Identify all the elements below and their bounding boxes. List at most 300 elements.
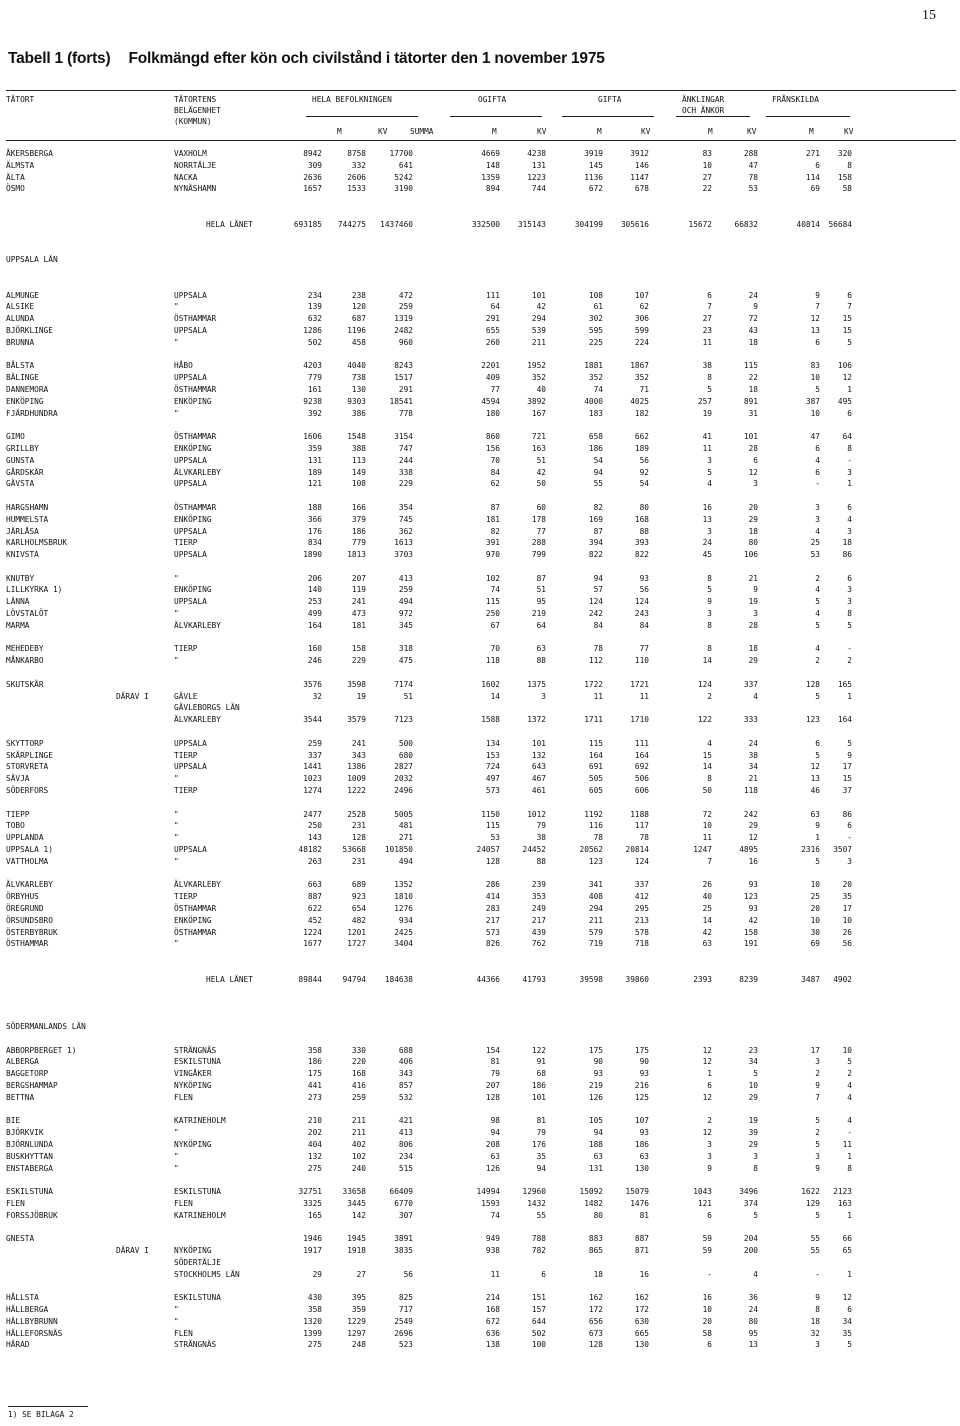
cell-value: 122	[697, 715, 712, 725]
cell-value: 29	[748, 1139, 758, 1149]
cell-value: 82	[490, 526, 500, 536]
cell-value: 28	[748, 443, 758, 453]
cell-value: 29	[312, 1269, 322, 1279]
cell-value: 656	[588, 1316, 603, 1326]
table-row	[6, 938, 956, 950]
cell-value: 172	[634, 1305, 649, 1315]
header-rule-ogifta	[450, 116, 542, 117]
cell-value: 9	[815, 821, 820, 831]
cell-value: 1721	[630, 679, 649, 689]
kommun-name: SÖDERTÄLJE	[174, 1257, 221, 1267]
cell-value: 186	[531, 1080, 546, 1090]
table-row	[6, 856, 956, 868]
cell-value: 1602	[481, 679, 500, 689]
cell-value: 9303	[347, 396, 366, 406]
table-row	[6, 313, 956, 325]
cell-value: 3	[707, 526, 712, 536]
cell-value: 6	[847, 573, 852, 583]
cell-value: 393	[634, 538, 649, 548]
tatort-name: KNUTBY	[6, 573, 35, 583]
header-kv-3: KV	[641, 127, 651, 136]
kommun-name: NYKÖPING	[174, 1246, 212, 1256]
kommun-name: ENKÖPING	[174, 514, 212, 524]
kommun-name: "	[174, 1151, 179, 1161]
cell-value: 606	[634, 786, 649, 796]
cell-value: 107	[634, 290, 649, 300]
cell-value: 63	[702, 939, 712, 949]
header-m-2: M	[492, 127, 497, 136]
cell-value: 8	[707, 620, 712, 630]
cell-value: 110	[634, 656, 649, 666]
cell-value: 3912	[630, 149, 649, 158]
spacer-row	[6, 1174, 956, 1186]
cell-value: 167	[531, 408, 546, 418]
cell-value: 345	[398, 620, 413, 630]
header-rule-fran	[766, 116, 850, 117]
kommun-name: "	[174, 856, 179, 866]
cell-value: 181	[485, 514, 500, 524]
cell-value: 86	[842, 550, 852, 560]
cell-value: 3	[815, 1340, 820, 1350]
cell-value: 234	[307, 290, 322, 300]
cell-value: 53	[810, 550, 820, 560]
cell-value: 242	[743, 809, 758, 819]
cell-value: 42	[748, 915, 758, 925]
cell-value: 404	[307, 1139, 322, 1149]
cell-value: 24452	[522, 845, 546, 855]
table-row	[6, 290, 956, 302]
table-row	[6, 702, 956, 714]
cell-value: 719	[588, 939, 603, 949]
cell-value: 163	[837, 1198, 852, 1208]
cell-value: 379	[351, 514, 366, 524]
cell-value: 579	[588, 927, 603, 937]
tatort-name: LÖVSTALÖT	[6, 609, 49, 619]
cell-value: 90	[593, 1057, 603, 1067]
kommun-name: "	[174, 656, 179, 666]
cell-value: 92	[639, 467, 649, 477]
cell-value: 14	[490, 691, 500, 701]
cell-value: 1727	[347, 939, 366, 949]
cell-value: 115	[485, 597, 500, 607]
cell-value: 29	[748, 821, 758, 831]
tatort-name: KARLHOLMSBRUK	[6, 538, 68, 548]
cell-value: 9	[815, 290, 820, 300]
cell-value: 3	[815, 514, 820, 524]
cell-value: 23	[702, 325, 712, 335]
cell-value: 81	[490, 1057, 500, 1067]
cell-value: 12960	[522, 1187, 546, 1197]
cell-value: 18541	[389, 396, 413, 406]
table-row	[6, 360, 956, 372]
cell-value: 131	[307, 455, 322, 465]
cell-value: 5	[847, 738, 852, 748]
cell-value: 66409	[389, 1187, 413, 1197]
cell-value: 9	[847, 750, 852, 760]
cell-value: 515	[398, 1163, 413, 1173]
table-row	[6, 1115, 956, 1127]
cell-value: 286	[485, 880, 500, 890]
cell-value: 8758	[347, 149, 366, 158]
cell-value: 12	[702, 1128, 712, 1138]
tatort-name: BUSKHYTTAN	[6, 1151, 53, 1161]
spacer-row	[6, 1222, 956, 1234]
kommun-name: VINGÅKER	[174, 1069, 212, 1079]
cell-value: 74	[490, 585, 500, 595]
kommun-name: "	[174, 939, 179, 949]
header-tatort: TÄTORT	[6, 95, 35, 104]
table-row	[6, 372, 956, 384]
cell-value: 1009	[347, 774, 366, 784]
cell-value: 74	[593, 384, 603, 394]
cell-value: 7	[707, 856, 712, 866]
cell-value: 352	[588, 373, 603, 383]
cell-value: 15092	[579, 1187, 603, 1197]
cell-value: 246	[307, 656, 322, 666]
tatort-name: BETTNA	[6, 1092, 35, 1102]
cell-value: 632	[307, 314, 322, 324]
cell-value: 1286	[303, 325, 322, 335]
cell-value: 1482	[584, 1198, 603, 1208]
tatort-name: ENSTABERGA	[6, 1163, 53, 1173]
cell-value: 163	[531, 443, 546, 453]
cell-value: 622	[307, 904, 322, 913]
cell-value: 45	[702, 550, 712, 560]
cell-value: 5	[707, 384, 712, 394]
cell-value: 131	[588, 1163, 603, 1173]
cell-value: 806	[398, 1139, 413, 1149]
cell-value: 636	[485, 1328, 500, 1338]
tatort-name: GUNSTA	[6, 455, 35, 465]
total-value: 8239	[739, 974, 758, 984]
cell-value: 50	[536, 479, 546, 489]
cell-value: 220	[351, 1057, 366, 1067]
cell-value: 17	[810, 1045, 820, 1055]
cell-value: 461	[531, 786, 546, 796]
cell-value: 9	[815, 1080, 820, 1090]
cell-value: 359	[351, 1305, 366, 1315]
cell-value: 333	[743, 715, 758, 725]
tatort-name: HÅLLSTA	[6, 1293, 39, 1303]
spacer-row	[6, 490, 956, 502]
table-row	[6, 148, 956, 160]
cell-value: 80	[748, 1316, 758, 1326]
cell-value: 64	[842, 432, 852, 442]
cell-value: 164	[588, 750, 603, 760]
cell-value: 94	[593, 467, 603, 477]
cell-value: 115	[743, 361, 758, 371]
tatort-name: ÅKERSBERGA	[6, 149, 53, 158]
cell-value: 1	[815, 833, 820, 843]
cell-value: 2827	[394, 762, 413, 772]
header-bottom-rule	[6, 140, 956, 141]
cell-value: 94	[490, 1128, 500, 1138]
cell-value: 225	[588, 337, 603, 347]
cell-value: 186	[588, 443, 603, 453]
cell-value: 59	[702, 1246, 712, 1256]
table-title	[8, 50, 605, 68]
kommun-name: UPPSALA	[174, 325, 207, 335]
cell-value: 430	[307, 1293, 322, 1303]
cell-value: 35	[536, 1151, 546, 1161]
cell-value: 98	[490, 1116, 500, 1126]
cell-value: 5	[815, 691, 820, 701]
kommun-name: ENKÖPING	[174, 396, 212, 406]
cell-value: 81	[639, 1210, 649, 1220]
cell-value: 4	[847, 1080, 852, 1090]
cell-value: 80	[748, 538, 758, 548]
cell-value: 692	[634, 762, 649, 772]
cell-value: 19	[748, 1116, 758, 1126]
cell-value: 11	[639, 691, 649, 701]
table-row	[6, 1163, 956, 1175]
cell-value: 2606	[347, 172, 366, 182]
total-value: 41793	[522, 974, 546, 984]
cell-value: 395	[351, 1293, 366, 1303]
tatort-name: UPPSALA 1)	[6, 845, 53, 855]
header-hela: HELA BEFOLKNINGEN	[312, 95, 392, 104]
cell-value: 9	[707, 597, 712, 607]
cell-value: 288	[743, 149, 758, 158]
spacer-row	[6, 1009, 956, 1021]
cell-value: 1810	[394, 892, 413, 902]
cell-value: 283	[485, 904, 500, 913]
footnote-rule	[8, 1406, 88, 1407]
cell-value: 29	[748, 514, 758, 524]
cell-value: 130	[351, 384, 366, 394]
cell-value: 61	[593, 302, 603, 312]
cell-value: 69	[810, 939, 820, 949]
cell-value: 887	[634, 1234, 649, 1244]
table-row	[6, 1139, 956, 1151]
cell-value: 46	[810, 786, 820, 796]
tatort-name: ÖRBYHUS	[6, 892, 39, 902]
cell-value: 688	[398, 1045, 413, 1055]
cell-value: 17700	[389, 149, 413, 158]
cell-value: 1881	[584, 361, 603, 371]
cell-value: 224	[634, 337, 649, 347]
total-value: 15672	[688, 219, 712, 229]
cell-value: 111	[634, 738, 649, 748]
cell-value: 93	[748, 904, 758, 913]
cell-value: 128	[588, 1340, 603, 1350]
table-row	[6, 443, 956, 455]
cell-value: 6	[815, 443, 820, 453]
cell-value: 6	[815, 467, 820, 477]
cell-value: 354	[398, 502, 413, 512]
cell-value: 663	[307, 880, 322, 890]
cell-value: 1677	[303, 939, 322, 949]
cell-value: 822	[634, 550, 649, 560]
cell-value: 93	[639, 1069, 649, 1079]
cell-value: 717	[398, 1305, 413, 1315]
kommun-name: FLEN	[174, 1092, 193, 1102]
cell-value: 77	[490, 384, 500, 394]
cell-value: 7	[815, 1092, 820, 1102]
cell-value: 112	[588, 656, 603, 666]
cell-value: 164	[837, 715, 852, 725]
cell-value: 42	[702, 927, 712, 937]
cell-value: 115	[485, 821, 500, 831]
cell-value: -	[847, 644, 852, 654]
cell-value: 63	[810, 809, 820, 819]
cell-value: 307	[398, 1210, 413, 1220]
table-row	[6, 183, 956, 195]
cell-value: 5	[815, 1139, 820, 1149]
cell-value: 56	[842, 939, 852, 949]
cell-value: 10	[810, 880, 820, 890]
cell-value: 259	[398, 585, 413, 595]
cell-value: 8	[753, 1163, 758, 1173]
tatort-name: FORSSJÖBRUK	[6, 1210, 58, 1220]
cell-value: 353	[531, 892, 546, 902]
cell-value: 1247	[693, 845, 712, 855]
tatort-name: ÖREGRUND	[6, 904, 44, 913]
cell-value: 90	[639, 1057, 649, 1067]
cell-value: 359	[307, 443, 322, 453]
cell-value: 207	[485, 1080, 500, 1090]
cell-value: 5	[847, 337, 852, 347]
cell-value: 123	[588, 856, 603, 866]
cell-value: 3919	[584, 149, 603, 158]
table-row	[6, 1210, 956, 1222]
cell-value: 12	[810, 314, 820, 324]
cell-value: 630	[634, 1316, 649, 1326]
table-row	[6, 844, 956, 856]
cell-value: 168	[351, 1069, 366, 1079]
cell-value: 68	[536, 1069, 546, 1079]
cell-value: 494	[398, 597, 413, 607]
cell-value: 18	[593, 1269, 603, 1279]
table-row	[6, 773, 956, 785]
cell-value: 391	[485, 538, 500, 548]
cell-value: 121	[307, 479, 322, 489]
cell-value: 162	[634, 1293, 649, 1303]
cell-value: 3	[815, 502, 820, 512]
header-m-1: M	[337, 127, 342, 136]
cell-value: 66	[842, 1234, 852, 1244]
kommun-name: UPPSALA	[174, 373, 207, 383]
cell-value: 1657	[303, 184, 322, 194]
cell-value: 94	[593, 573, 603, 583]
table-row	[6, 832, 956, 844]
tatort-name: VATTHOLMA	[6, 856, 49, 866]
tatort-name: HÄLLEFORSNÄS	[6, 1328, 63, 1338]
total-value: 332500	[471, 219, 500, 229]
cell-value: 238	[351, 290, 366, 300]
cell-value: 3892	[527, 396, 546, 406]
tatort-name: STORVRETA	[6, 762, 49, 772]
kommun-name: UPPSALA	[174, 845, 207, 855]
cell-value: 39	[748, 1128, 758, 1138]
cell-value: 6	[847, 502, 852, 512]
cell-value: 578	[634, 927, 649, 937]
cell-value: 13	[810, 774, 820, 784]
cell-value: 822	[588, 550, 603, 560]
cell-value: 207	[351, 573, 366, 583]
cell-value: 94	[593, 1128, 603, 1138]
cell-value: 1274	[303, 786, 322, 796]
cell-value: 7	[707, 302, 712, 312]
cell-value: 7	[815, 302, 820, 312]
cell-value: 216	[634, 1080, 649, 1090]
cell-value: 337	[743, 679, 758, 689]
darav-label: DÄRAV I	[116, 691, 149, 701]
cell-value: 19	[748, 597, 758, 607]
cell-value: 27	[702, 314, 712, 324]
cell-value: 60	[536, 502, 546, 512]
table-row	[6, 584, 956, 596]
cell-value: 3	[541, 691, 546, 701]
cell-value: 970	[485, 550, 500, 560]
cell-value: 8	[847, 609, 852, 619]
kommun-name: NACKA	[174, 172, 198, 182]
cell-value: 1319	[394, 314, 413, 324]
cell-value: -	[847, 833, 852, 843]
cell-value: 9	[815, 1293, 820, 1303]
cell-value: 1223	[527, 172, 546, 182]
cell-value: 10	[702, 1305, 712, 1315]
cell-value: 241	[351, 738, 366, 748]
cell-value: 4	[847, 1092, 852, 1102]
cell-value: 35	[842, 892, 852, 902]
cell-value: 41	[702, 432, 712, 442]
cell-value: 148	[485, 160, 500, 170]
cell-value: 20562	[579, 845, 603, 855]
cell-value: 295	[634, 904, 649, 913]
cell-value: 121	[697, 1198, 712, 1208]
cell-value: 871	[634, 1246, 649, 1256]
cell-value: 291	[485, 314, 500, 324]
cell-value: 1710	[630, 715, 649, 725]
cell-value: 5	[753, 1069, 758, 1079]
cell-value: 102	[351, 1151, 366, 1161]
cell-value: 5	[815, 384, 820, 394]
cell-value: 111	[485, 290, 500, 300]
cell-value: 214	[485, 1293, 500, 1303]
cell-value: 47	[810, 432, 820, 442]
cell-value: 74	[490, 1210, 500, 1220]
cell-value: 180	[485, 408, 500, 418]
table-row	[6, 478, 956, 490]
spacer-row	[6, 1104, 956, 1116]
cell-value: 11	[593, 691, 603, 701]
cell-value: 124	[697, 679, 712, 689]
table-row	[6, 1328, 956, 1340]
header-kommun-1: TÄTORTENS	[174, 95, 217, 104]
cell-value: 3325	[303, 1198, 322, 1208]
table-row	[6, 1092, 956, 1104]
kommun-name: ÖSTHAMMAR	[174, 432, 217, 442]
cell-value: 72	[748, 314, 758, 324]
table-row	[6, 384, 956, 396]
cell-value: 206	[307, 573, 322, 583]
cell-value: 4	[707, 738, 712, 748]
cell-value: 3	[847, 526, 852, 536]
cell-value: 665	[634, 1328, 649, 1338]
cell-value: 151	[531, 1293, 546, 1303]
table-row	[6, 927, 956, 939]
cell-value: 502	[307, 337, 322, 347]
tatort-name: ÖSTERBYBRUK	[6, 927, 58, 937]
cell-value: 499	[307, 609, 322, 619]
kommun-name: UPPSALA	[174, 455, 207, 465]
cell-value: 5	[815, 750, 820, 760]
cell-value: 63	[490, 1151, 500, 1161]
cell-value: 105	[588, 1116, 603, 1126]
cell-value: 481	[398, 821, 413, 831]
cell-value: 40	[702, 892, 712, 902]
